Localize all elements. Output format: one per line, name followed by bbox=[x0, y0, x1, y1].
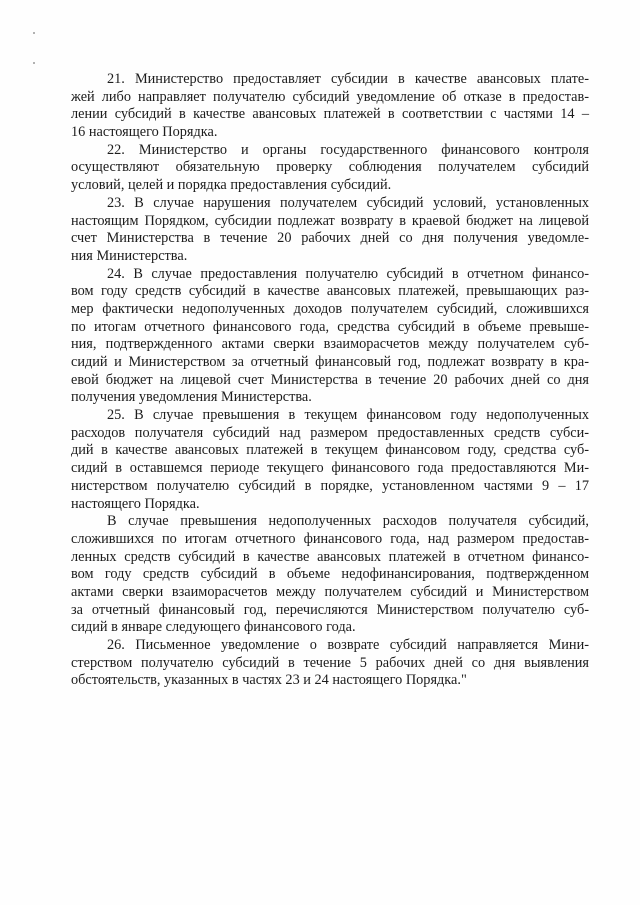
text-line: вом году средств субсидий в качестве авансовых платежей, превышающих раз- bbox=[71, 283, 589, 300]
paragraph-21 bbox=[71, 71, 589, 142]
scan-speck bbox=[33, 62, 35, 64]
text-line: мер фактически недополученных доходов получателем субсидий, сложившихся bbox=[71, 300, 589, 317]
text-line: 23. В случае нарушения получателем субсидий условий, установленных bbox=[107, 194, 589, 211]
text-line: 26. Письменное уведомление о возврате субсидий направляется Мини- bbox=[107, 637, 589, 653]
text-line: получения уведомления Министерства. bbox=[71, 389, 312, 406]
text-line: актами сверки взаиморасчетов между получателем субсидий и Министерством bbox=[71, 583, 589, 600]
text-line: жей либо направляет получателю субсидий уведомление об отказе в предостав- bbox=[71, 88, 589, 105]
paragraph-22 bbox=[71, 142, 589, 195]
text-line: 25. В случае превышения в текущем финансовом году недополученных bbox=[107, 407, 589, 424]
paragraph-24 bbox=[71, 266, 589, 408]
text-line: евой бюджет на лицевой счет Министерства в течение 20 рабочих дней со дня bbox=[71, 371, 589, 388]
text-line: ленных средств субсидий в качестве авансовых платежей в отчетном финансо- bbox=[71, 548, 589, 565]
text-line: ния Министерства. bbox=[71, 247, 188, 264]
text-line: за отчетный финансовый год, перечисляются Министерством получателю суб- bbox=[71, 601, 589, 618]
text-line: настоящего Порядка. bbox=[71, 495, 200, 512]
text-line: условий, целей и порядка предоставления субсидий. bbox=[71, 177, 392, 194]
text-line: счет Министерства в течение 20 рабочих дней со дня получения уведомле- bbox=[71, 230, 589, 247]
scan-speck bbox=[33, 32, 35, 34]
text-line: осуществляют обязательную проверку соблюдения получателем субсидий bbox=[71, 159, 589, 176]
text-line: обстоятельств, указанных в частях 23 и 24 настоящего Порядка." bbox=[71, 672, 467, 689]
document-body bbox=[71, 71, 589, 690]
text-line: сложившихся по итогам отчетного финансового года, над размером предостав- bbox=[71, 530, 589, 547]
text-line: сидий в оставшемся периоде текущего финансового года предоставляются Ми- bbox=[71, 460, 589, 477]
text-line: стерством получателю субсидий в течение 5 рабочих дней со дня выявления bbox=[71, 654, 589, 671]
text-line: 21. Министерство предоставляет субсидии в качестве авансовых плате- bbox=[107, 71, 589, 87]
paragraph-25-continued bbox=[71, 513, 589, 637]
paragraph-26 bbox=[71, 637, 589, 690]
text-line: дий в качестве авансовых платежей в текущем финансовом году, средства суб- bbox=[71, 442, 589, 459]
text-line: расходов получателя субсидий над размером предоставленных средств субси- bbox=[71, 424, 589, 441]
paragraph-23 bbox=[71, 195, 589, 266]
text-line: настоящим Порядком, субсидии подлежат возврату в краевой бюджет на лицевой bbox=[71, 212, 589, 229]
text-line: сидий в январе следующего финансового года. bbox=[71, 619, 356, 636]
paragraph-25 bbox=[71, 407, 589, 513]
text-line: по итогам отчетного финансового года, средства субсидий в объеме превыше- bbox=[71, 318, 589, 335]
text-line: 22. Министерство и органы государственного финансового контроля bbox=[107, 141, 589, 158]
text-line: лении субсидий в качестве авансовых платежей в соответствии с частями 14 – bbox=[71, 106, 589, 123]
text-line: 16 настоящего Порядка. bbox=[71, 124, 218, 141]
text-line: нистерством получателю субсидий в порядке, установленном частями 9 – 17 bbox=[71, 477, 589, 494]
text-line: В случае превышения недополученных расходов получателя субсидий, bbox=[107, 513, 589, 530]
text-line: вом году средств субсидий в объеме недофинансирования, подтвержденном bbox=[71, 566, 589, 583]
text-line: ния, подтвержденного актами сверки взаиморасчетов между получателем суб- bbox=[71, 336, 589, 353]
text-line: сидий и Министерством за отчетный финансовый год, подлежат возврату в кра- bbox=[71, 354, 589, 370]
text-line: 24. В случае предоставления получателю субсидий в отчетном финансо- bbox=[107, 265, 589, 282]
